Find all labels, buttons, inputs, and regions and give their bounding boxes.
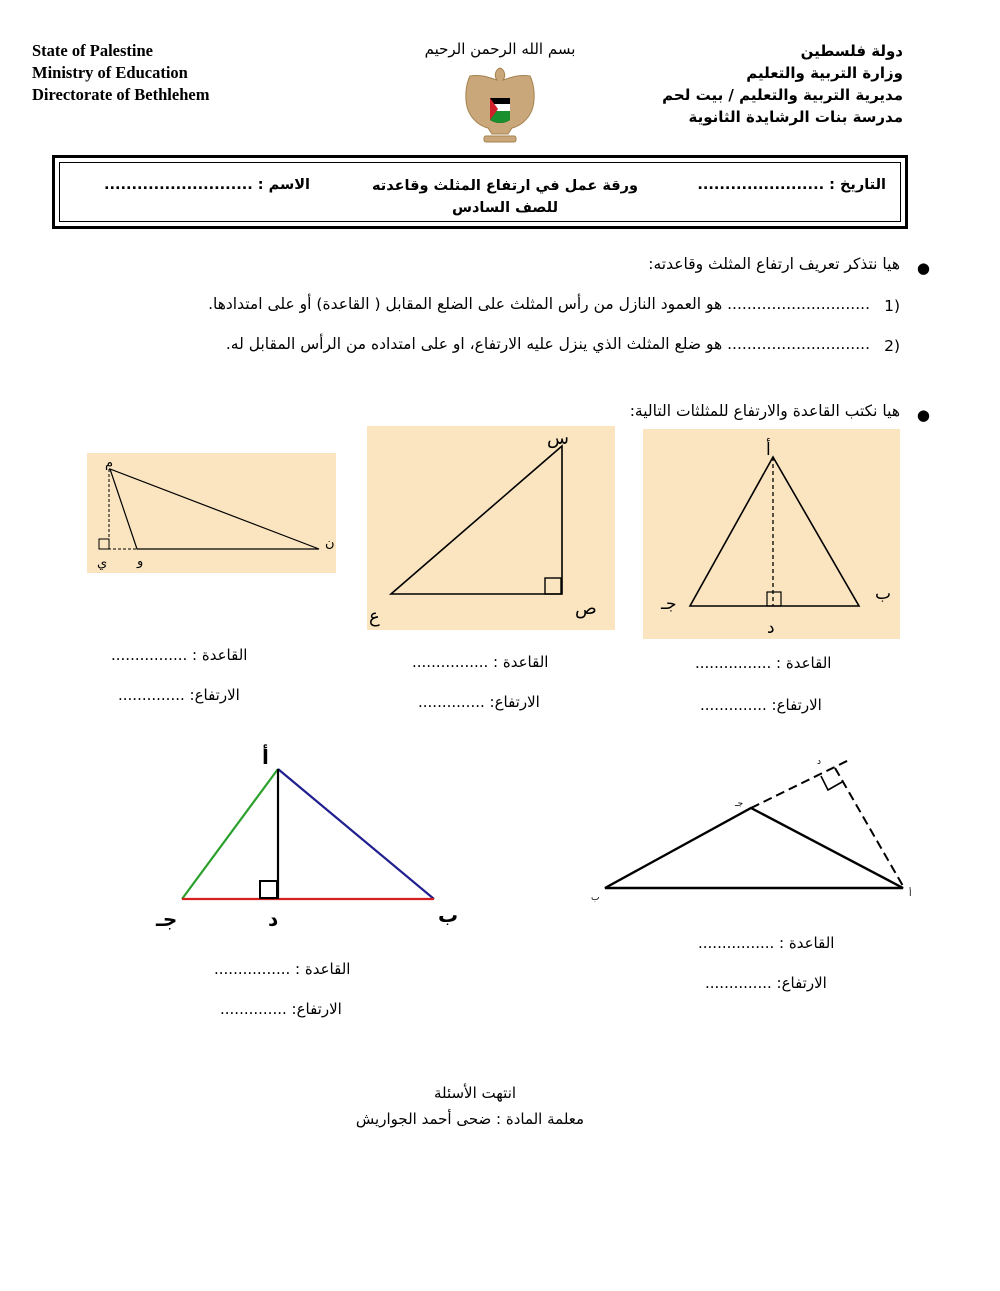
triangle-outline: [605, 808, 903, 888]
worksheet-title: [360, 175, 650, 219]
header-arabic: [643, 40, 903, 128]
section1-heading: هيا نتذكر تعريف ارتفاع المثلث وقاعدته:: [648, 255, 900, 273]
bullet-icon: ●: [916, 406, 930, 424]
vertex-label-right: أ: [909, 889, 912, 899]
fig3-height-answer[interactable]: الارتفاع: ..............: [118, 686, 240, 704]
vertex-label-right: ص: [575, 598, 597, 619]
q2-number: 2): [884, 337, 900, 355]
triangle-figure-3: [87, 453, 336, 573]
fig3-base-answer[interactable]: القاعدة : ................: [111, 646, 248, 664]
triangle-figure-5: [585, 752, 925, 912]
fig4-base-answer[interactable]: القاعدة : ................: [214, 960, 351, 978]
q1-number: 1): [884, 297, 900, 315]
ministry-name-en: Ministry of Education: [32, 63, 188, 82]
ministry-name-ar: وزارة التربية والتعليم: [746, 64, 903, 82]
side-extension: [751, 760, 849, 808]
fig4-height-answer[interactable]: الارتفاع: ..............: [220, 1000, 342, 1018]
vertex-label-top: أ: [766, 440, 771, 460]
header-english: [32, 40, 209, 106]
right-angle-marker: [260, 881, 277, 898]
foot-label: ي: [97, 556, 108, 571]
foot-label: د: [268, 907, 279, 931]
title-line-2: للصف السادس: [451, 200, 559, 216]
foot-label: د: [767, 618, 775, 638]
vertex-label-top: م: [105, 456, 114, 471]
vertex-label-left: ب: [591, 893, 600, 903]
vertex-label-left: جـ: [661, 594, 677, 614]
fig5-base-answer[interactable]: القاعدة : ................: [698, 934, 835, 952]
date-field: التاريخ : .......................: [697, 177, 886, 193]
vertex-label-right: ن: [325, 536, 335, 551]
palestine-eagle-emblem-icon: [460, 64, 540, 152]
teacher-name: معلمة المادة : ضحى أحمد الجواريش: [355, 1110, 585, 1128]
section2-heading: هيا نكتب القاعدة والارتفاع للمثلثات التالية:: [629, 402, 900, 420]
foot-label: د: [817, 757, 822, 767]
state-name-en: State of Palestine: [32, 41, 153, 60]
fig1-base-answer[interactable]: القاعدة : ................: [695, 654, 832, 672]
base-vertex-label: و: [137, 554, 144, 569]
end-of-questions: انتهت الأسئلة: [433, 1084, 517, 1102]
state-name-ar: دولة فلسطين: [800, 42, 903, 60]
q1-text: ............................. هو العمود النازل من رأس المثلث على الضلع المقابل ( القاعدة) أو على امتدادها.: [208, 295, 870, 313]
vertex-label-right: ب: [875, 584, 892, 604]
name-field: الاسم : ...........................: [104, 177, 311, 193]
directorate-name-en: Directorate of Bethlehem: [32, 85, 210, 104]
left-side: [182, 769, 278, 899]
basmala: بسم الله الرحمن الرحيم: [424, 40, 576, 58]
height-line: [835, 768, 903, 886]
triangle-figure-2: [367, 426, 615, 630]
triangle-figure-4: [150, 740, 470, 940]
vertex-label-left: جـ: [156, 907, 178, 931]
vertex-label-right: ب: [438, 903, 459, 927]
fig5-height-answer[interactable]: الارتفاع: ..............: [705, 974, 827, 992]
title-line-1: ورقة عمل في ارتفاع المثلث وقاعدته: [372, 178, 638, 194]
worksheet-title-box: [52, 155, 908, 229]
triangle-figure-1: [643, 429, 900, 639]
bullet-icon: ●: [916, 259, 930, 277]
vertex-label-left: ع: [369, 606, 380, 627]
vertex-label-top: جـ: [735, 799, 744, 809]
vertex-label-top: س: [547, 428, 569, 449]
directorate-name-ar: مديرية التربية والتعليم / بيت لحم: [662, 86, 903, 104]
fig2-height-answer[interactable]: الارتفاع: ..............: [418, 693, 540, 711]
q2-text: ............................. هو ضلع المثلث الذي ينزل عليه الارتفاع، او على امتداده من الرأس المقابل له.: [225, 335, 870, 353]
right-angle-marker: [821, 776, 842, 790]
vertex-label-top: أ: [262, 745, 269, 769]
fig1-height-answer[interactable]: الارتفاع: ..............: [700, 696, 822, 714]
right-side: [278, 769, 434, 899]
fig2-base-answer[interactable]: القاعدة : ................: [412, 653, 549, 671]
school-name-ar: مدرسة بنات الرشايدة الثانوية: [688, 108, 903, 126]
